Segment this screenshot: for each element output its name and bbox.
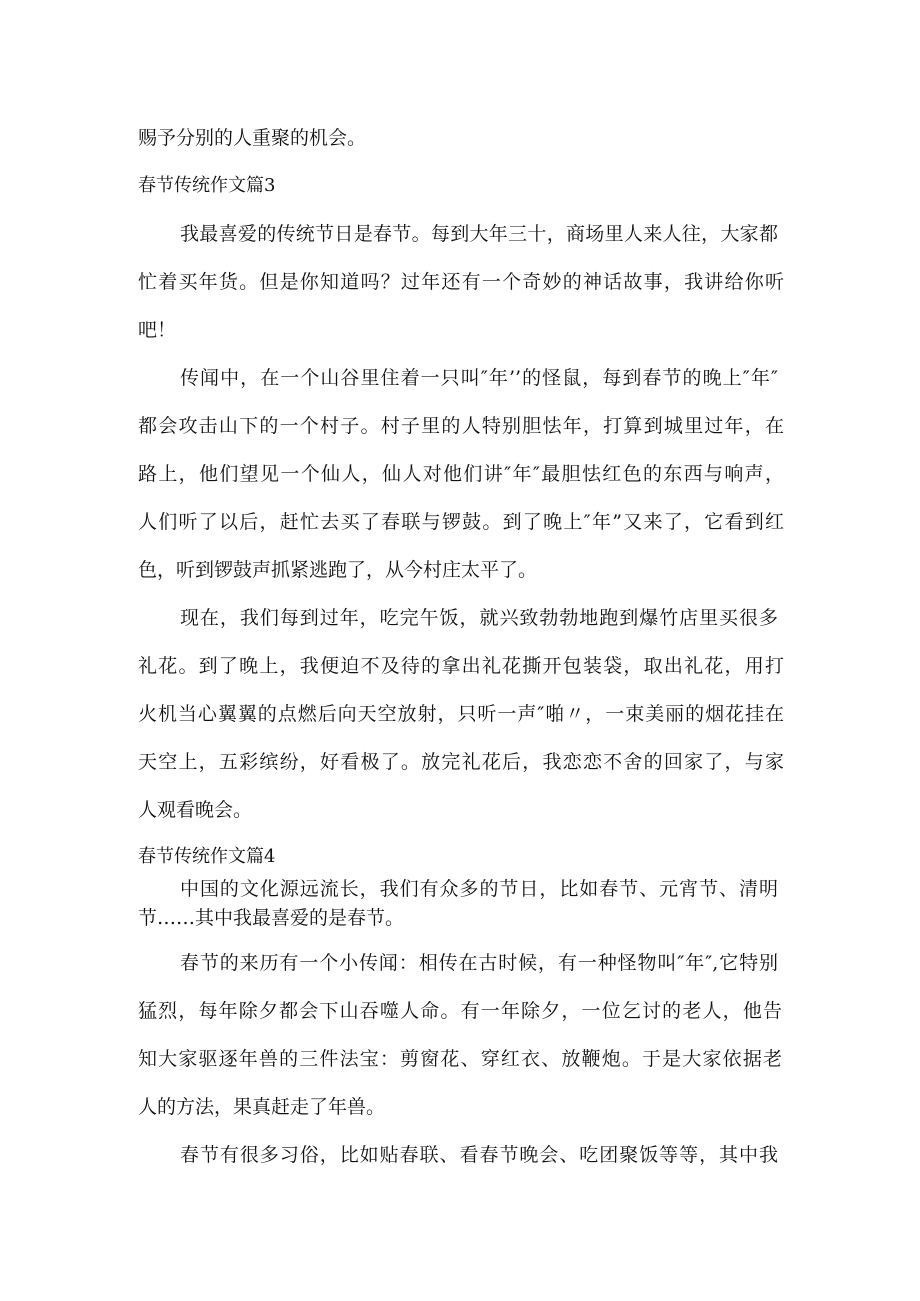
paragraph-line-text: 都会攻击山下的一个村子。村子里的人特别胆怯年，打算到城里过年，在	[138, 415, 784, 437]
paragraph-line	[138, 557, 537, 583]
paragraph-line-text: 人观看晚会。	[138, 799, 253, 821]
paragraph-line	[138, 509, 784, 535]
paragraph-line	[180, 1142, 778, 1168]
section-heading-text: 春节传统作文篇3	[138, 175, 276, 196]
paragraph-line-text: 春节的来历有一个小传闻：相传在古时候，有一种怪物叫″年″,它特别	[180, 952, 778, 974]
paragraph-line-text: 火机当心翼翼的点燃后向天空放射，只听一声″啪〃，一束美丽的烟花挂在	[138, 703, 784, 725]
paragraph-line-text: 忙着买年货。但是你知道吗？过年还有一个奇妙的神话故事，我讲给你听	[138, 271, 784, 293]
paragraph-line-text: 我最喜爱的传统节日是春节。每到大年三十，商场里人来人往，大家都	[180, 223, 778, 245]
paragraph-line-text: 吧！	[138, 319, 177, 341]
section-heading	[138, 845, 275, 869]
paragraph-line	[138, 701, 784, 727]
paragraph-line	[138, 905, 404, 931]
paragraph-line	[138, 998, 782, 1024]
paragraph-line-text: 传闻中，在一个山谷里住着一只叫″年’’的怪鼠，每到春节的晚上″年″	[180, 367, 778, 389]
paragraph-line	[180, 605, 778, 631]
paragraph-line-text: 猛烈，每年除夕都会下山吞噬人命。有一年除夕，一位乞讨的老人，他告	[138, 1000, 782, 1022]
paragraph-line	[138, 1046, 782, 1072]
paragraph-line-text: 人们听了以后，赶忙去买了春联与锣鼓。到了晚上″年”又来了，它看到红	[138, 511, 784, 533]
paragraph-line	[180, 221, 778, 247]
paragraph-line	[138, 317, 176, 343]
paragraph-line-text: 节……其中我最喜爱的是春节。	[138, 907, 405, 929]
paragraph-line-text: 色，听到锣鼓声抓紧逃跑了，从今村庄太平了。	[138, 559, 538, 581]
text-line-content: 赐予分别的人重聚的机会。	[138, 127, 367, 149]
paragraph-line-text: 路上，他们望见一个仙人，仙人对他们讲″年″最胆怯红色的东西与响声，	[138, 463, 784, 485]
paragraph-line	[138, 413, 784, 439]
paragraph-line	[138, 797, 252, 823]
paragraph-line	[138, 1094, 385, 1120]
paragraph-line-text: 人的方法，果真赶走了年兽。	[138, 1096, 386, 1118]
paragraph-line-text: 中国的文化源远流长，我们有众多的节日，比如春节、元宵节、清明	[180, 878, 778, 900]
paragraph-line-text: 礼花。到了晚上，我便迫不及待的拿出礼花撕开包装袋，取出礼花，用打	[138, 655, 784, 677]
paragraph-line	[180, 950, 778, 976]
paragraph-line-text: 天空上，五彩缤纷，好看极了。放完礼花后，我恋恋不舍的回家了，与家	[138, 751, 784, 773]
paragraph-line	[138, 749, 784, 775]
paragraph-line	[138, 653, 784, 679]
section-heading	[138, 174, 275, 198]
paragraph-line	[180, 365, 778, 391]
section-heading-text: 春节传统作文篇4	[138, 846, 276, 867]
paragraph-line-text: 现在，我们每到过年，吃完午饭，就兴致勃勃地跑到爆竹店里买很多	[180, 607, 778, 629]
text-line	[138, 125, 366, 151]
paragraph-line	[138, 269, 784, 295]
paragraph-line-text: 春节有很多习俗，比如贴春联、看春节晚会、吃团聚饭等等，其中我	[180, 1144, 778, 1166]
paragraph-line	[180, 876, 778, 902]
paragraph-line-text: 知大家驱逐年兽的三件法宝：剪窗花、穿红衣、放鞭炮。于是大家依据老	[138, 1048, 782, 1070]
paragraph-line	[138, 461, 784, 487]
